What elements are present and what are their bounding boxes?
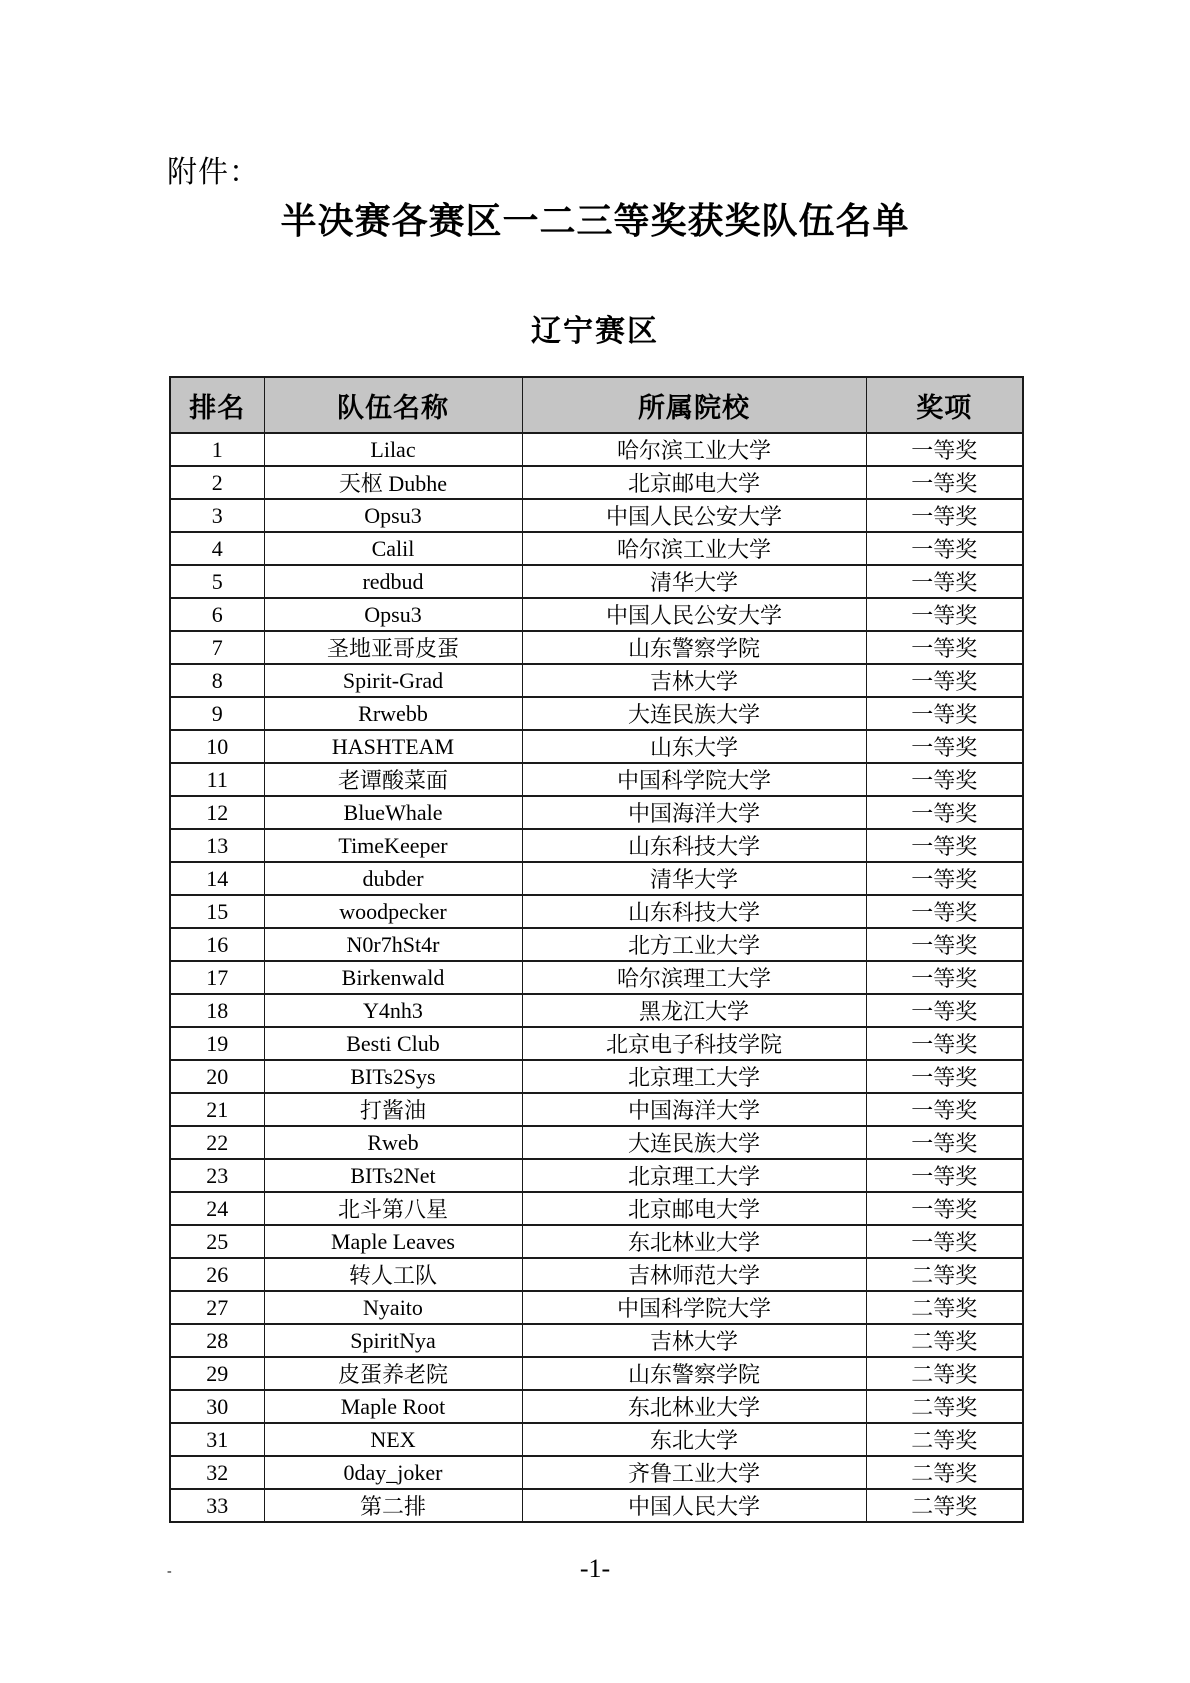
team-name-cell: Lilac — [264, 433, 522, 466]
table-row — [170, 1060, 1023, 1093]
school-cell: 中国科学院大学 — [522, 1291, 866, 1324]
team-name-cell: SpiritNya — [264, 1324, 522, 1357]
award-cell: 二等奖 — [866, 1324, 1023, 1357]
rank-cell: 26 — [170, 1258, 264, 1291]
rank-cell: 11 — [170, 763, 264, 796]
rank-cell: 21 — [170, 1093, 264, 1126]
team-name-cell: Y4nh3 — [264, 994, 522, 1027]
award-cell: 一等奖 — [866, 1159, 1023, 1192]
rank-cell: 24 — [170, 1192, 264, 1225]
table-row — [170, 1225, 1023, 1258]
column-header-school: 所属院校 — [522, 377, 866, 433]
footer-left-mark: - — [167, 1564, 172, 1579]
rank-cell: 2 — [170, 466, 264, 499]
award-cell: 一等奖 — [866, 499, 1023, 532]
rank-cell: 27 — [170, 1291, 264, 1324]
rank-cell: 17 — [170, 961, 264, 994]
award-cell: 一等奖 — [866, 433, 1023, 466]
rank-cell: 32 — [170, 1456, 264, 1489]
team-name-cell: Spirit-Grad — [264, 664, 522, 697]
table-row — [170, 829, 1023, 862]
table-row — [170, 631, 1023, 664]
school-cell: 东北大学 — [522, 1423, 866, 1456]
rank-cell: 6 — [170, 598, 264, 631]
rank-cell: 30 — [170, 1390, 264, 1423]
team-name-cell: TimeKeeper — [264, 829, 522, 862]
school-cell: 清华大学 — [522, 862, 866, 895]
award-cell: 二等奖 — [866, 1390, 1023, 1423]
team-name-cell: BITs2Sys — [264, 1060, 522, 1093]
table-row — [170, 1159, 1023, 1192]
table-row — [170, 499, 1023, 532]
school-cell: 黑龙江大学 — [522, 994, 866, 1027]
column-header-rank: 排名 — [170, 377, 264, 433]
footer-page-number: -1- — [579, 1554, 611, 1583]
attachment-label: 附件： — [167, 156, 260, 189]
rank-cell: 13 — [170, 829, 264, 862]
table-row — [170, 1192, 1023, 1225]
school-cell: 中国人民公安大学 — [522, 499, 866, 532]
team-name-cell: Rweb — [264, 1126, 522, 1159]
award-cell: 一等奖 — [866, 994, 1023, 1027]
table-row — [170, 664, 1023, 697]
school-cell: 北京电子科技学院 — [522, 1027, 866, 1060]
school-cell: 山东大学 — [522, 730, 866, 763]
rank-cell: 8 — [170, 664, 264, 697]
award-cell: 一等奖 — [866, 697, 1023, 730]
award-cell: 一等奖 — [866, 961, 1023, 994]
team-name-cell: 老谭酸菜面 — [264, 763, 522, 796]
team-name-cell: dubder — [264, 862, 522, 895]
school-cell: 东北林业大学 — [522, 1225, 866, 1258]
school-cell: 哈尔滨工业大学 — [522, 433, 866, 466]
table-row — [170, 1456, 1023, 1489]
rank-cell: 4 — [170, 532, 264, 565]
team-name-cell: Opsu3 — [264, 499, 522, 532]
rank-cell: 16 — [170, 928, 264, 961]
team-name-cell: BITs2Net — [264, 1159, 522, 1192]
table-row — [170, 1258, 1023, 1291]
team-name-cell: Nyaito — [264, 1291, 522, 1324]
rank-cell: 31 — [170, 1423, 264, 1456]
school-cell: 齐鲁工业大学 — [522, 1456, 866, 1489]
school-cell: 清华大学 — [522, 565, 866, 598]
school-cell: 东北林业大学 — [522, 1390, 866, 1423]
team-name-cell: HASHTEAM — [264, 730, 522, 763]
school-cell: 北京理工大学 — [522, 1159, 866, 1192]
rank-cell: 3 — [170, 499, 264, 532]
award-cell: 二等奖 — [866, 1357, 1023, 1390]
team-name-cell: redbud — [264, 565, 522, 598]
table-row — [170, 565, 1023, 598]
table-header-row — [170, 377, 1023, 433]
award-cell: 一等奖 — [866, 664, 1023, 697]
table-row — [170, 697, 1023, 730]
table-row — [170, 466, 1023, 499]
rank-cell: 29 — [170, 1357, 264, 1390]
rank-cell: 28 — [170, 1324, 264, 1357]
table-row — [170, 730, 1023, 763]
awards-table — [169, 376, 1024, 1523]
award-cell: 一等奖 — [866, 1225, 1023, 1258]
team-name-cell: 0day_joker — [264, 1456, 522, 1489]
school-cell: 山东警察学院 — [522, 1357, 866, 1390]
school-cell: 哈尔滨工业大学 — [522, 532, 866, 565]
award-cell: 一等奖 — [866, 1192, 1023, 1225]
rank-cell: 18 — [170, 994, 264, 1027]
rank-cell: 7 — [170, 631, 264, 664]
table-row — [170, 598, 1023, 631]
school-cell: 北京邮电大学 — [522, 466, 866, 499]
school-cell: 中国人民大学 — [522, 1489, 866, 1522]
team-name-cell: Calil — [264, 532, 522, 565]
team-name-cell: NEX — [264, 1423, 522, 1456]
region-section-title: 辽宁赛区 — [531, 315, 659, 348]
rank-cell: 14 — [170, 862, 264, 895]
award-cell: 一等奖 — [866, 466, 1023, 499]
column-header-team: 队伍名称 — [264, 377, 522, 433]
rank-cell: 23 — [170, 1159, 264, 1192]
team-name-cell: 圣地亚哥皮蛋 — [264, 631, 522, 664]
school-cell: 中国海洋大学 — [522, 796, 866, 829]
team-name-cell: BlueWhale — [264, 796, 522, 829]
table-row — [170, 961, 1023, 994]
rank-cell: 5 — [170, 565, 264, 598]
team-name-cell: Opsu3 — [264, 598, 522, 631]
school-cell: 中国人民公安大学 — [522, 598, 866, 631]
rank-cell: 33 — [170, 1489, 264, 1522]
rank-cell: 20 — [170, 1060, 264, 1093]
document-title: 半决赛各赛区一二三等奖获奖队伍名单 — [280, 201, 910, 241]
rank-cell: 25 — [170, 1225, 264, 1258]
team-name-cell: Besti Club — [264, 1027, 522, 1060]
rank-cell: 19 — [170, 1027, 264, 1060]
table-row — [170, 1489, 1023, 1522]
rank-cell: 22 — [170, 1126, 264, 1159]
school-cell: 山东科技大学 — [522, 895, 866, 928]
team-name-cell: 转人工队 — [264, 1258, 522, 1291]
award-cell: 一等奖 — [866, 763, 1023, 796]
team-name-cell: woodpecker — [264, 895, 522, 928]
table-row — [170, 928, 1023, 961]
school-cell: 哈尔滨理工大学 — [522, 961, 866, 994]
school-cell: 中国海洋大学 — [522, 1093, 866, 1126]
school-cell: 山东科技大学 — [522, 829, 866, 862]
rank-cell: 10 — [170, 730, 264, 763]
team-name-cell: 皮蛋养老院 — [264, 1357, 522, 1390]
award-cell: 一等奖 — [866, 928, 1023, 961]
team-name-cell: Rrwebb — [264, 697, 522, 730]
award-cell: 二等奖 — [866, 1423, 1023, 1456]
table-row — [170, 1291, 1023, 1324]
team-name-cell: 北斗第八星 — [264, 1192, 522, 1225]
table-row — [170, 1126, 1023, 1159]
table-row — [170, 433, 1023, 466]
award-cell: 一等奖 — [866, 796, 1023, 829]
team-name-cell: Maple Leaves — [264, 1225, 522, 1258]
rank-cell: 15 — [170, 895, 264, 928]
award-cell: 二等奖 — [866, 1456, 1023, 1489]
award-cell: 一等奖 — [866, 895, 1023, 928]
award-cell: 一等奖 — [866, 565, 1023, 598]
school-cell: 北方工业大学 — [522, 928, 866, 961]
school-cell: 北京理工大学 — [522, 1060, 866, 1093]
table-row — [170, 994, 1023, 1027]
table-row — [170, 1027, 1023, 1060]
rank-cell: 9 — [170, 697, 264, 730]
table-row — [170, 796, 1023, 829]
award-cell: 一等奖 — [866, 1093, 1023, 1126]
team-name-cell: 打酱油 — [264, 1093, 522, 1126]
team-name-cell: 第二排 — [264, 1489, 522, 1522]
table-row — [170, 532, 1023, 565]
award-cell: 一等奖 — [866, 862, 1023, 895]
table-row — [170, 1324, 1023, 1357]
school-cell: 大连民族大学 — [522, 697, 866, 730]
school-cell: 中国科学院大学 — [522, 763, 866, 796]
table-row — [170, 1357, 1023, 1390]
school-cell: 山东警察学院 — [522, 631, 866, 664]
school-cell: 大连民族大学 — [522, 1126, 866, 1159]
rank-cell: 1 — [170, 433, 264, 466]
school-cell: 北京邮电大学 — [522, 1192, 866, 1225]
award-cell: 一等奖 — [866, 829, 1023, 862]
team-name-cell: Birkenwald — [264, 961, 522, 994]
table-body — [170, 433, 1023, 1522]
award-cell: 一等奖 — [866, 1027, 1023, 1060]
award-cell: 一等奖 — [866, 598, 1023, 631]
table-row — [170, 895, 1023, 928]
awards-table-container — [169, 376, 1022, 1523]
team-name-cell: 天枢 Dubhe — [264, 466, 522, 499]
team-name-cell: N0r7hSt4r — [264, 928, 522, 961]
column-header-award: 奖项 — [866, 377, 1023, 433]
table-row — [170, 1093, 1023, 1126]
school-cell: 吉林大学 — [522, 1324, 866, 1357]
team-name-cell: Maple Root — [264, 1390, 522, 1423]
rank-cell: 12 — [170, 796, 264, 829]
table-row — [170, 763, 1023, 796]
table-header — [170, 377, 1023, 433]
award-cell: 一等奖 — [866, 631, 1023, 664]
table-row — [170, 1390, 1023, 1423]
award-cell: 二等奖 — [866, 1258, 1023, 1291]
award-cell: 一等奖 — [866, 730, 1023, 763]
award-cell: 二等奖 — [866, 1489, 1023, 1522]
award-cell: 一等奖 — [866, 1060, 1023, 1093]
school-cell: 吉林师范大学 — [522, 1258, 866, 1291]
award-cell: 二等奖 — [866, 1291, 1023, 1324]
award-cell: 一等奖 — [866, 1126, 1023, 1159]
school-cell: 吉林大学 — [522, 664, 866, 697]
table-row — [170, 862, 1023, 895]
award-cell: 一等奖 — [866, 532, 1023, 565]
table-row — [170, 1423, 1023, 1456]
